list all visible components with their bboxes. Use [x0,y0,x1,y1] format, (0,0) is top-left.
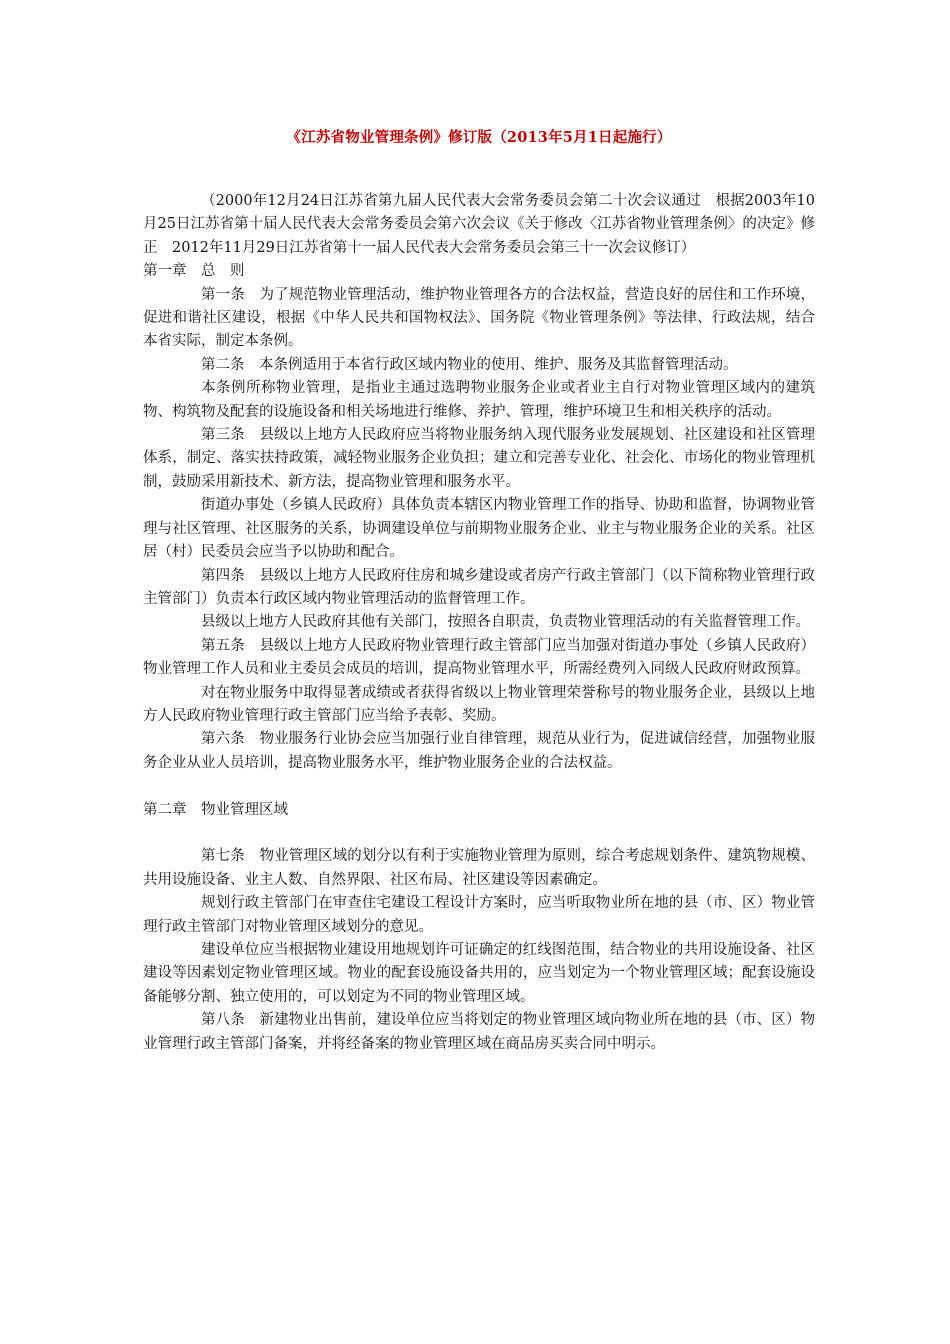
article-7-paragraph-3: 建设单位应当根据物业建设用地规划许可证确定的红线图范围，结合物业的共用设施设备、社区建设等因素划定物业管理区域。物业的配套设施设备共用的，应当划定为一个物业管理区域；配套设施设备能够分割、独立使用的，可以划定为不同的物业管理区域。 [143,941,815,1005]
document-preamble: （2000年12月24日江苏省第九届人民代表大会常务委员会第二十次会议通过 根据2003年10月25日江苏省第十届人民代表大会常务委员会第六次会议《关于修改〈江苏省物业管理条例〉的决定》修正 2012年11月29日江苏省第十一届人民代表大会常务委员会第三十一次会议修订） [143,193,815,256]
article-3: 第三条 县级以上地方人民政府应当将物业服务纳入现代服务业发展规划、社区建设和社区管理体系，制定、落实扶持政策，减轻物业服务企业负担；建立和完善专业化、社会化、市场化的物业管理机制，鼓励采用新技术、新方法，提高物业管理和服务水平。 [143,427,815,490]
chapter-2-heading: 第二章 物业管理区域 [143,801,288,818]
document-title: 《江苏省物业管理条例》修订版（2013年5月1日起施行） [286,129,672,146]
article-3-paragraph-2: 街道办事处（乡镇人民政府）具体负责本辖区内物业管理工作的指导、协助和监督，协调物业管理与社区管理、社区服务的关系，协调建设单位与前期物业服务企业、业主与物业服务企业的关系。社区居（村）民委员会应当予以协助和配合。 [143,497,815,561]
article-5: 第五条 县级以上地方人民政府物业管理行政主管部门应当加强对街道办事处（乡镇人民政府）物业管理工作人员和业主委员会成员的培训，提高物业管理水平，所需经费列入同级人民政府财政预算。 [143,637,815,678]
chapter-1-heading: 第一章 总 则 [143,263,245,280]
article-4: 第四条 县级以上地方人民政府住房和城乡建设或者房产行政主管部门（以下简称物业管理行政主管部门）负责本行政区域内物业管理活动的监督管理工作。 [143,567,815,607]
article-7: 第七条 物业管理区域的划分以有利于实施物业管理为原则，综合考虑规划条件、建筑物规模、共用设施设备、业主人数、自然界限、社区布局、社区建设等因素确定。 [143,848,815,888]
article-5-paragraph-2: 对在物业服务中取得显著成绩或者获得省级以上物业管理荣誉称号的物业服务企业，县级以上地方人民政府物业管理行政主管部门应当给予表彰、奖励。 [143,684,815,724]
article-8: 第八条 新建物业出售前，建设单位应当将划定的物业管理区域向物业所在地的县（市、区）物业管理行政主管部门备案，并将经备案的物业管理区域在商品房买卖合同中明示。 [143,1012,815,1052]
article-4-paragraph-2: 县级以上地方人民政府其他有关部门，按照各自职责，负责物业管理活动的有关监督管理工作。 [201,614,810,631]
article-6: 第六条 物业服务行业协会应当加强行业自律管理，规范从业行为，促进诚信经营，加强物业服务企业从业人员培训，提高物业服务水平，维护物业服务企业的合法权益。 [143,731,815,771]
document-page [143,128,815,1056]
article-1: 第一条 为了规范物业管理活动，维护物业管理各方的合法权益，营造良好的居住和工作环境，促进和谐社区建设，根据《中华人民共和国物权法》、国务院《物业管理条例》等法律、行政法规，结合本省实际，制定本条例。 [143,286,815,350]
article-2: 第二条 本条例适用于本省行政区域内物业的使用、维护、服务及其监督管理活动。 [201,356,738,373]
article-2-paragraph-2: 本条例所称物业管理，是指业主通过选聘物业服务企业或者业主自行对物业管理区域内的建筑物、构筑物及配套的设施设备和相关场地进行维修、养护、管理，维护环境卫生和相关秩序的活动。 [143,380,815,420]
article-7-paragraph-2: 规划行政主管部门在审查住宅建设工程设计方案时，应当听取物业所在地的县（市、区）物业管理行政主管部门对物业管理区域划分的意见。 [143,895,815,935]
